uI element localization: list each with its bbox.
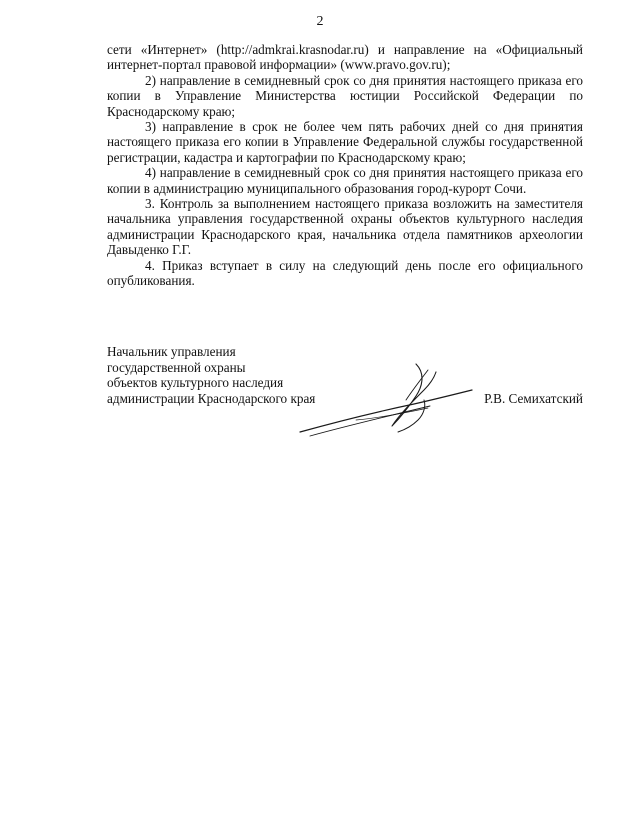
signatory-position-line: Начальник управления	[107, 344, 236, 359]
signatory-position-line: государственной охраны	[107, 359, 246, 375]
signature-stroke	[300, 390, 472, 432]
page-number: 2	[316, 14, 324, 29]
document-body	[107, 42, 583, 289]
signature-stroke	[356, 408, 428, 420]
signatory-name: Р.В. Семихатский	[484, 391, 583, 406]
paragraph-item-2: 2) направление в семидневный срок со дня принятия настоящего приказа его копии в Управление Министерства юстиции Российской Федерации по Краснодарскому краю;	[107, 72, 583, 119]
signature-stroke	[310, 406, 430, 436]
signatory-position-line: администрации Краснодарского края	[107, 390, 316, 406]
signatory-position-line: объектов культурного наследия	[107, 375, 284, 391]
handwritten-signature	[296, 360, 486, 440]
paragraph-item-3: 3) направление в срок не более чем пять рабочих дней со дня принятия настоящего приказа его копии в Управление Федеральной службы государственной регистрации, кадастра и картографии по Краснодарскому краю;	[107, 119, 583, 165]
signature-stroke	[392, 364, 436, 426]
signature-stroke	[406, 370, 428, 400]
paragraph-continuation: сети «Интернет» (http://admkrai.krasnodar.ru) и направление на «Официальный интернет-портал правовой информации» (www.pravo.gov.ru);	[107, 42, 583, 73]
paragraph-control: 3. Контроль за выполнением настоящего приказа возложить на заместителя начальника управления государственной охраны объектов культурного наследия администрации Краснодарского края, начальника отдела памятников археологии Давыденко Г.Г.	[107, 196, 583, 258]
paragraph-effective-date: 4. Приказ вступает в силу на следующий день после его официального опубликования.	[107, 257, 583, 289]
paragraph-item-4: 4) направление в семидневный срок со дня принятия настоящего приказа его копии в администрацию муниципального образования город-курорт Сочи.	[107, 165, 583, 196]
